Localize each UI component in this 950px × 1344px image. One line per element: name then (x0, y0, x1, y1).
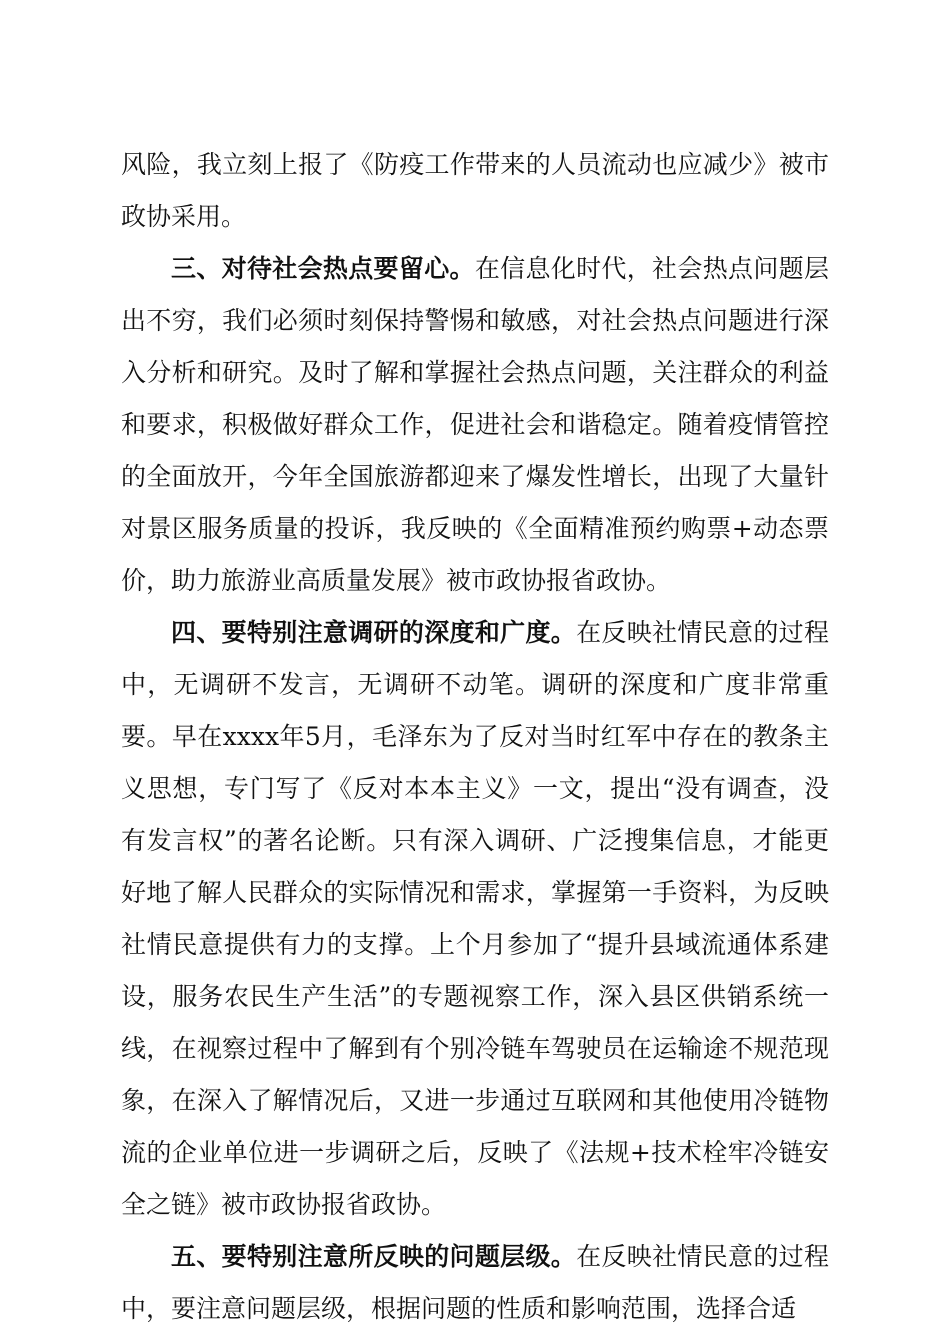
paragraph-text: 在反映社情民意的过程中，要注意问题层级，根据问题的性质和影响范围，选择合适 (121, 1242, 829, 1323)
section-heading: 五、要特别注意所反映的问题层级。 (171, 1242, 577, 1271)
paragraph-text: 在反映社情民意的过程中，无调研不发言，无调研不动笔。调研的深度和广度非常重要。早在xxxx年5月，毛泽东为了反对当时红军中存在的教条主义思想，专门写了《反对本本主义》一文，提出“没有调查，没有发言权”的著名论断。只有深入调研、广泛搜集信息，才能更好地了解人民群众的实际情况和需求，掌握第一手资料，为反映社情民意提供有力的支撑。上个月参加了“提升县域流通体系建设，服务农民生产生活”的专题视察工作，深入县区供销系统一线，在视察过程中了解到有个别冷链车驾驶员在运输途不规范现象，在深入了解情况后，又进一步通过互联网和其他使用冷链物流的企业单位进一步调研之后，反映了《法规+技术栓牢冷链安全之链》被市政协报省政协。 (121, 618, 829, 1219)
paragraph-section-3 (121, 243, 829, 607)
paragraph-text: 风险，我立刻上报了《防疫工作带来的人员流动也应减少》被市政协采用。 (121, 150, 829, 231)
section-heading: 三、对待社会热点要留心。 (171, 254, 475, 283)
document-body (121, 139, 829, 1335)
paragraph-section-4 (121, 607, 829, 1231)
section-heading: 四、要特别注意调研的深度和广度。 (171, 618, 577, 647)
paragraph-continuation (121, 139, 829, 243)
paragraph-section-5 (121, 1231, 829, 1335)
paragraph-text: 在信息化时代，社会热点问题层出不穷，我们必须时刻保持警惕和敏感，对社会热点问题进行深入分析和研究。及时了解和掌握社会热点问题，关注群众的利益和要求，积极做好群众工作，促进社会和谐稳定。随着疫情管控的全面放开，今年全国旅游都迎来了爆发性增长，出现了大量针对景区服务质量的投诉，我反映的《全面精准预约购票+动态票价，助力旅游业高质量发展》被市政协报省政协。 (121, 254, 829, 595)
